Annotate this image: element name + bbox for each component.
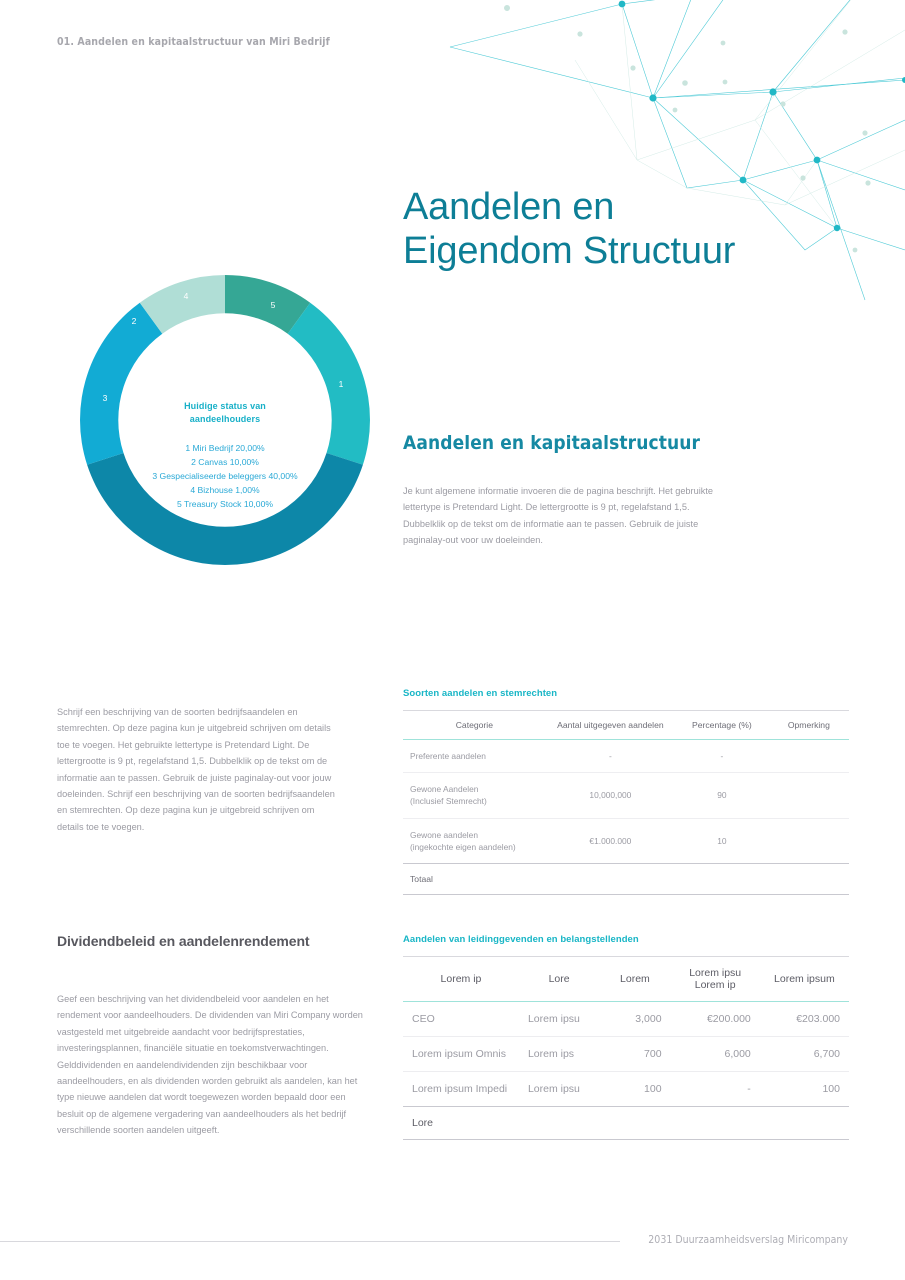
section-heading-dividend: Dividendbeleid en aandelenrendement [57,933,310,949]
table-row [403,818,849,863]
donut-center-title-line1: Huidige status van [184,401,266,411]
shares-voting-rights-table [403,710,849,895]
cell-value: €200.000 [706,1013,751,1025]
donut-legend-item: 4 Bizhouse 1,00% [190,484,260,495]
column-header-value [671,957,760,1002]
cell-type: Lorem ipsu [519,1072,599,1107]
cell-opmerking [769,818,849,863]
column-header-value-line2: Lorem ip [694,979,736,991]
cell-categorie-main: Gewone aandelen [410,829,478,840]
footer-divider [0,1241,620,1242]
cell-name: CEO [412,1013,435,1025]
cell-total-type [519,1107,599,1140]
table-header-row [403,957,849,1002]
donut-slice-label-5: 5 [270,300,276,310]
cell-aantal: 10,000,000 [546,773,675,818]
cell-total-label: Lore [403,1107,519,1140]
cell-percentage: 90 [675,773,769,818]
donut-slice-label-3: 3 [102,393,108,403]
table-row [403,740,849,773]
donut-slice-label-1: 1 [338,379,344,389]
donut-legend-item: 3 Gespecialiseerde beleggers 40,00% [152,470,298,481]
column-header-categorie: Categorie [403,711,546,740]
table-caption-shares: Soorten aandelen en stemrechten [403,688,558,699]
cell-count: 700 [599,1037,670,1072]
cell-total-percentage [675,863,769,894]
dividend-description-paragraph: Geef een beschrijving van het dividendbeleid voor aandelen en het rendement voor aandeelhouders. De dividenden van Miri Company worden vastgesteld met uitgebreide aandacht voor bedrijfsprestaties, investeringsplannen, financiële situatie en toekomstverwachtingen. Gelddividenden en aandelendividenden zijn beschikbaar voor aandeelhouders, en als dividenden worden gebruikt als aandelen, kan het type nieuwe aandelen dat wordt toegewezen worden bepaald door een besluit op de algemene vergadering van aandeelhouders als het bedrijf verschillende soorten aandelen uitgeeft. [57,994,363,1135]
table-caption-executives: Aandelen van leidinggevenden en belangstellenden [403,934,639,945]
cell-type: Lorem ipsu [527,1013,580,1025]
cell-value: 6,000 [671,1037,760,1072]
cell-percentage: - [720,751,724,761]
column-header-value-line1: Lorem ipsu [689,967,742,979]
column-header-type: Lore [519,957,599,1002]
table-row [403,1072,849,1107]
cell-categorie [403,740,546,773]
table-total-row [403,1107,849,1140]
cell-categorie [403,773,546,818]
donut-center-title [120,400,330,426]
donut-slice-label-2: 2 [131,316,137,326]
donut-legend [120,442,330,512]
cell-value: - [671,1072,760,1107]
footer-text: 2031 Duurzaamheidsverslag Miricompany [648,1234,848,1246]
table-body [403,740,849,895]
table-row [403,1002,849,1037]
cell-percentage: 10 [675,818,769,863]
shares-voting-rights-table-block [403,688,849,895]
cell-aantal: - [608,751,612,761]
donut-legend-item: 1 Miri Bedrijf 20,00% [185,443,265,454]
column-header-aantal: Aantal uitgegeven aandelen [546,711,675,740]
donut-legend-item: 5 Treasury Stock 10,00% [176,498,273,509]
cell-count: 3,000 [635,1013,662,1025]
cell-categorie-sub: (Inclusief Stemrecht) [410,796,487,807]
executives-shares-table-block [403,934,849,1140]
cell-name: Lorem ipsum Impedi [403,1072,519,1107]
table-row [403,773,849,818]
cell-count: 100 [599,1072,670,1107]
table-head [403,711,849,741]
cell-total: 100 [760,1072,849,1107]
running-header: 01. Aandelen en kapitaalstructuur van Miri Bedrijf [57,36,330,48]
cell-total-count [599,1107,670,1140]
cell-type: Lorem ips [519,1037,599,1072]
donut-center-content [120,400,330,512]
cell-categorie [403,818,546,863]
cell-categorie-main: Gewone Aandelen [410,784,479,795]
column-header-percentage: Percentage (%) [675,711,769,740]
donut-legend-item: 2 Canvas 10,00% [191,457,259,468]
executives-shares-table [403,956,849,1140]
column-header-total: Lorem ipsum [760,957,849,1002]
table-total-row [403,863,849,894]
donut-center-title-line2: aandeelhouders [189,414,261,425]
section-heading-shares-capital: Aandelen en kapitaalstructuur [403,432,701,454]
column-header-name: Lorem ip [403,957,519,1002]
shares-description-paragraph: Schrijf een beschrijving van de soorten bedrijfsaandelen en stemrechten. Op deze pagina kun je uitgebreid schrijven om details toe te voegen. Het gebruikte lettertype is Pretendard Light. De lettergrootte is 9 pt, regelafstand 1,5. Dubbelklik op de tekst om de informatie aan te passen. Gebruik de juiste paginalay-out voor jouw doeleinden. Schrijf een beschrijving van de soorten bedrijfsaandelen en stemrechten. Op deze pagina kun je uitgebreid schrijven om details toe te voegen. [57,707,335,832]
cell-total-opmerking [769,863,849,894]
table-header-row [403,711,849,740]
cell-total-label: Totaal [403,863,546,894]
cell-total-sum [760,1107,849,1140]
shareholder-donut-chart [60,250,390,590]
cell-categorie-main: Preferente aandelen [410,751,486,761]
donut-slice-label-4: 4 [183,291,189,301]
cell-total-aantal [546,863,675,894]
cell-categorie-sub: (ingekochte eigen aandelen) [410,841,516,852]
table-head [403,957,849,1003]
cell-aantal: €1.000.000 [546,818,675,863]
cell-total: 6,700 [760,1037,849,1072]
table-body [403,1002,849,1140]
cell-total-value [671,1107,760,1140]
cell-opmerking [769,773,849,818]
intro-paragraph: Je kunt algemene informatie invoeren die de pagina beschrijft. Het gebruikte lettertype is Pretendard Light. De lettergrootte is 9 pt, regelafstand 1,5. Dubbelklik op de tekst om de informatie aan te passen. Gebruik de juiste paginalay-out voor uw doeleinden. [403,486,714,546]
column-header-count: Lorem [599,957,670,1002]
page-title: Aandelen en Eigendom Structuur [403,186,736,273]
cell-total: €203.000 [796,1013,840,1025]
table-row [403,1037,849,1072]
cell-name: Lorem ipsum Omnis [403,1037,519,1072]
cell-opmerking [769,740,849,773]
column-header-opmerking: Opmerking [769,711,849,740]
